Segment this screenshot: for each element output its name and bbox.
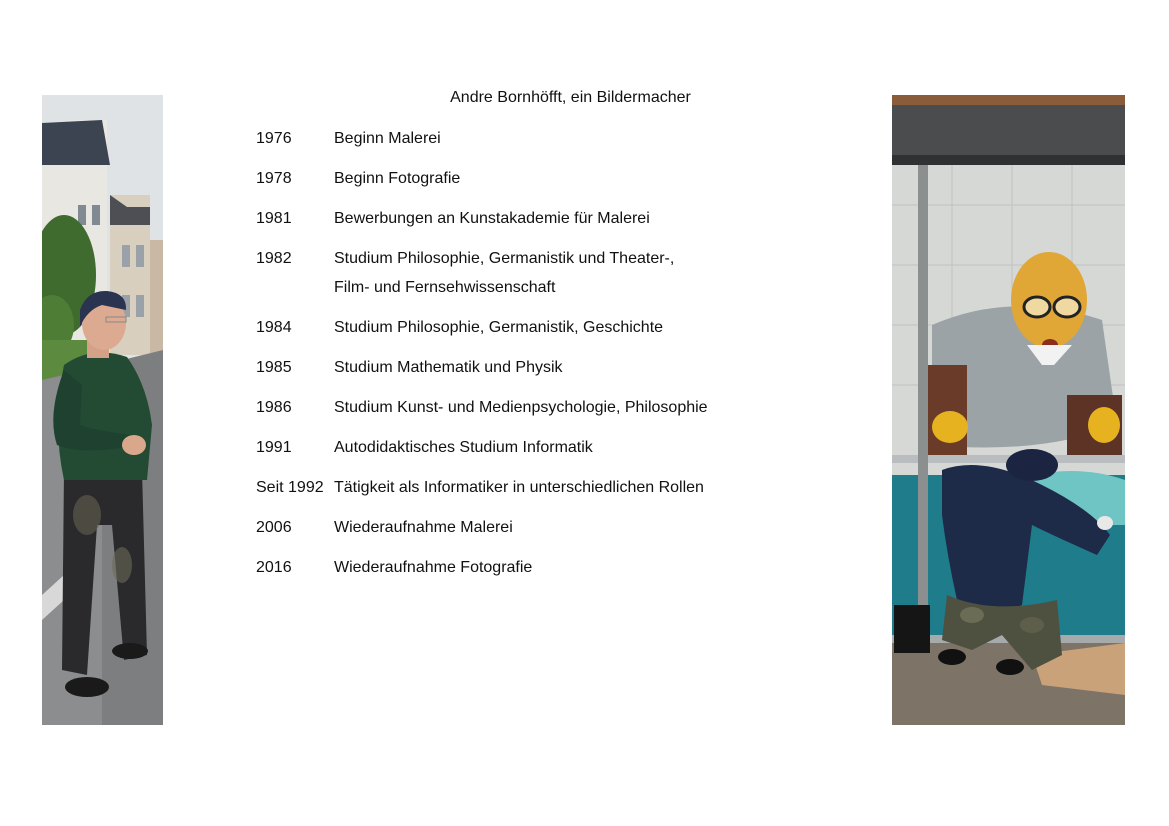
timeline-text: Autodidaktisches Studium Informatik xyxy=(334,439,593,456)
timeline-year: 1985 xyxy=(256,359,292,376)
timeline-text: Beginn Fotografie xyxy=(334,170,461,187)
timeline-year: 1986 xyxy=(256,399,292,416)
timeline-text: Studium Philosophie, Germanistik und Theater-, xyxy=(334,250,675,267)
timeline-year: 1991 xyxy=(256,439,292,456)
timeline-year: 1981 xyxy=(256,210,292,227)
timeline-text: Wiederaufnahme Fotografie xyxy=(334,559,533,576)
timeline-year: 2016 xyxy=(256,559,292,576)
photo-right-man-painting-mural xyxy=(892,95,1125,725)
timeline-text: Studium Mathematik und Physik xyxy=(334,359,563,376)
timeline-text: Tätigkeit als Informatiker in unterschiedlichen Rollen xyxy=(334,479,704,496)
timeline-year: 1982 xyxy=(256,250,292,267)
timeline-year: 1984 xyxy=(256,319,292,336)
timeline-text: Beginn Malerei xyxy=(334,130,441,147)
page-title: Andre Bornhöfft, ein Bildermacher xyxy=(450,89,691,106)
timeline-year: 2006 xyxy=(256,519,292,536)
timeline-text: Studium Kunst- und Medienpsychologie, Philosophie xyxy=(334,399,708,416)
timeline-text: Bewerbungen an Kunstakademie für Malerei xyxy=(334,210,650,227)
photo-left-man-standing xyxy=(42,95,163,725)
timeline-year: Seit 1992 xyxy=(256,479,324,496)
timeline-year: 1976 xyxy=(256,130,292,147)
timeline-year: 1978 xyxy=(256,170,292,187)
timeline-text: Wiederaufnahme Malerei xyxy=(334,519,513,536)
timeline-text-continued: Film- und Fernsehwissenschaft xyxy=(334,279,556,296)
timeline-text: Studium Philosophie, Germanistik, Geschichte xyxy=(334,319,664,336)
